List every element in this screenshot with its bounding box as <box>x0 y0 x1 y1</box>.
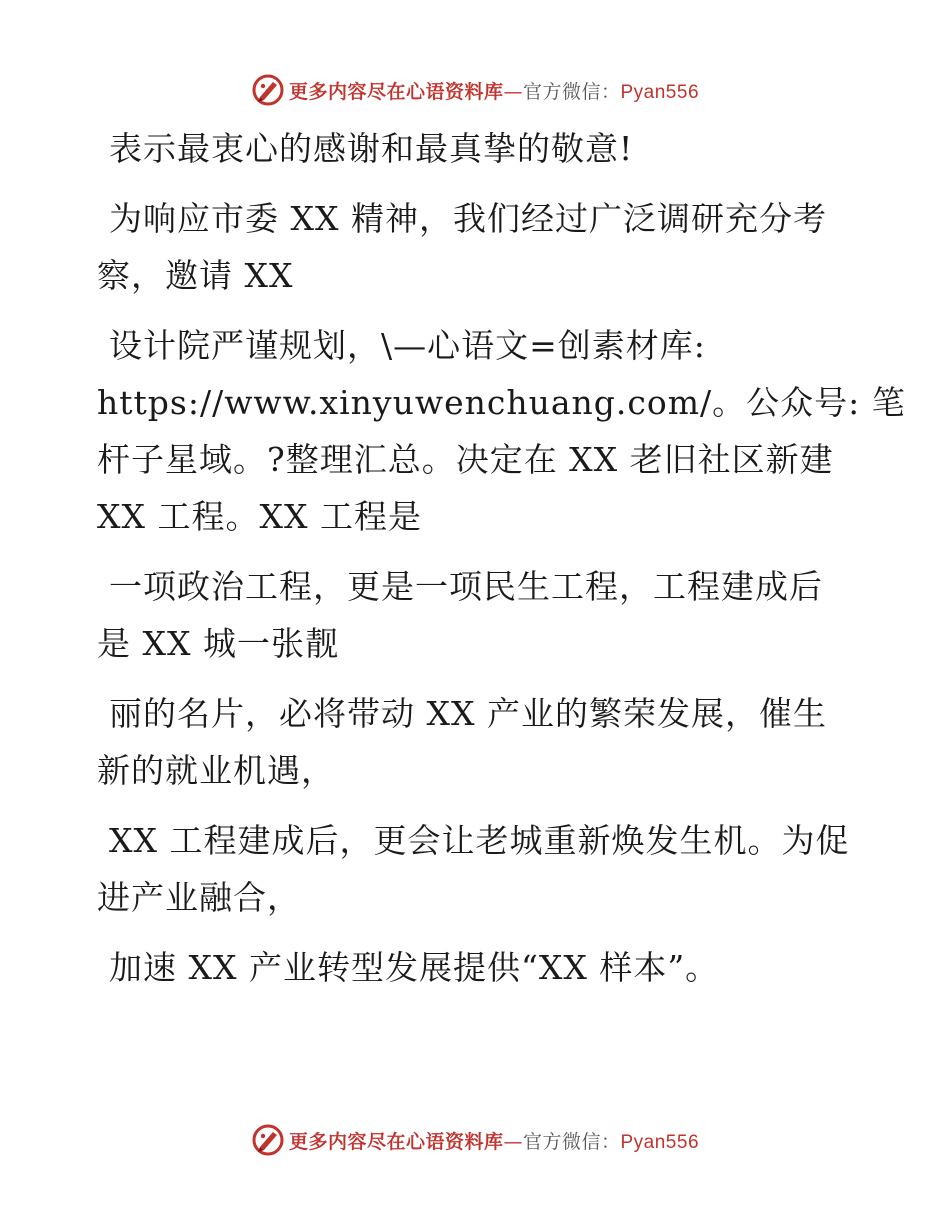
banner-site-text: 更多内容尽在心语资料库 <box>288 1130 504 1153</box>
text-line: 设计院严谨规划，\—心语文=创素材库: <box>109 326 706 365</box>
banner-handle: Pyan556 <box>620 81 700 103</box>
paragraph <box>97 190 857 304</box>
text-line: 是 XX 城一张靓 <box>97 624 339 663</box>
banner-site-text: 更多内容尽在心语资料库 <box>288 80 504 103</box>
document-body <box>97 120 906 996</box>
banner-official-text: 官方微信： <box>522 80 621 103</box>
text-line: 为响应市委 XX 精神，我们经过广泛调研充分考 <box>109 199 827 238</box>
banner-inner <box>251 1123 699 1157</box>
banner-inner <box>251 73 699 107</box>
footer-banner <box>0 1120 950 1160</box>
text-line: XX 工程。XX 工程是 <box>97 497 422 536</box>
paragraph <box>97 120 857 177</box>
paragraph <box>97 558 857 672</box>
text-line: 进产业融合， <box>97 878 301 917</box>
banner-text <box>289 77 699 104</box>
paragraph <box>97 812 857 926</box>
paragraph <box>97 939 857 996</box>
text-line: 察，邀请 XX <box>97 256 294 295</box>
text-line: https://www.xinyuwenchuang.com/。公众号: 笔 <box>97 383 906 422</box>
text-line: 加速 XX 产业转型发展提供“XX 样本”。 <box>109 948 720 987</box>
banner-dash: — <box>503 1130 523 1153</box>
text-line: XX 工程建成后，更会让老城重新焕发生机。为促 <box>109 821 850 860</box>
paragraph <box>97 685 857 799</box>
banner-handle: Pyan556 <box>620 1131 700 1153</box>
banner-dash: — <box>503 80 523 103</box>
banner-official-text: 官方微信： <box>522 1130 621 1153</box>
pen-logo-icon <box>251 73 285 107</box>
text-line: 杆子星域。?整理汇总。决定在 XX 老旧社区新建 <box>97 440 834 479</box>
pen-logo-icon <box>251 1123 285 1157</box>
text-line: 丽的名片，必将带动 XX 产业的繁荣发展，催生 <box>109 694 827 733</box>
text-line: 新的就业机遇， <box>97 751 335 790</box>
text-line: 一项政治工程，更是一项民生工程，工程建成后 <box>109 567 823 606</box>
header-banner <box>0 70 950 110</box>
paragraph <box>97 317 906 545</box>
text-line: 表示最衷心的感谢和最真挚的敬意! <box>109 129 634 168</box>
banner-text <box>289 1127 699 1154</box>
